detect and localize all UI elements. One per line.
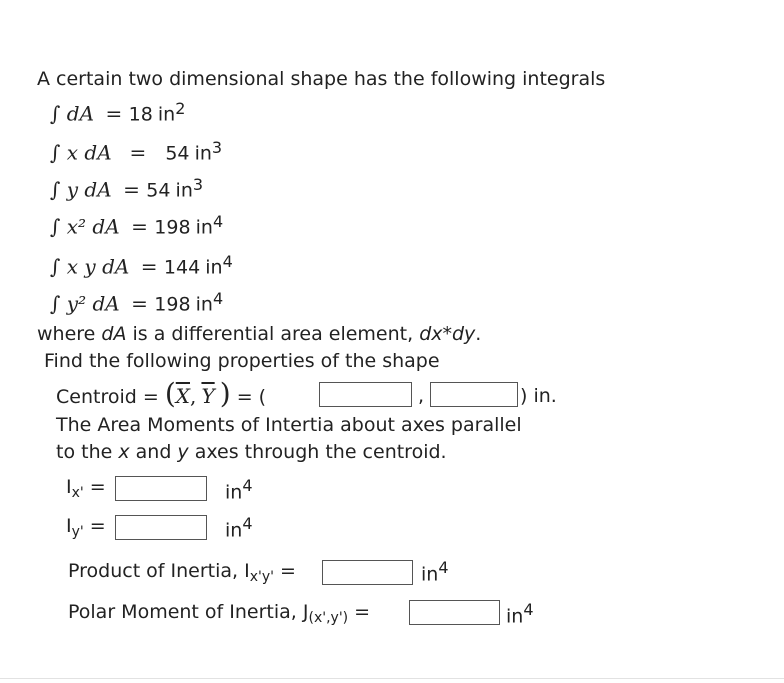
integral-dA: ∫ dA = 18 $in^2$: [50, 99, 186, 126]
integral-x2-dA-value: 198: [154, 216, 191, 239]
moments-text-line1: The Area Moments of Intertia about axes parallel: [56, 414, 522, 436]
ix-label: $I_{x'}$ =: [66, 476, 106, 501]
ix-input[interactable]: [115, 476, 207, 501]
iy-label: $I_{y'}$ =: [66, 515, 106, 540]
polar-input[interactable]: [409, 600, 500, 625]
integral-xy-dA-expr: ∫ x y dA: [50, 254, 130, 279]
integral-y-dA: ∫ y dA = 54 $in^3$: [50, 175, 204, 202]
integral-x2-dA: ∫ x² dA = 198 $in^4$: [50, 212, 224, 239]
polar-unit: $in^4$: [506, 600, 534, 628]
iy-input[interactable]: [115, 515, 207, 540]
integral-y2-dA-expr: ∫ y² dA: [50, 291, 120, 316]
centroid-row: Centroid = ($\overline{X}$, $\overline{Y}$ ) = (: [56, 377, 267, 410]
integral-x-dA: ∫ x dA = 54 $in^3$: [50, 138, 223, 165]
integral-x-dA-expr: ∫ x dA: [50, 140, 112, 165]
integral-xy-dA-value: 144: [163, 256, 201, 279]
integral-x2-dA-expr: ∫ x² dA: [50, 214, 120, 239]
integral-y-dA-expr: ∫ y dA: [50, 177, 112, 202]
centroid-y-input[interactable]: [430, 382, 518, 407]
polar-label: Polar Moment of Inertia, $J_{(x',y')}$ =: [68, 601, 371, 626]
integral-y2-dA-value: 198: [154, 293, 191, 316]
integral-xy-dA: ∫ x y dA = 144 $in^4$: [50, 252, 233, 279]
ix-unit: $in^4$: [225, 476, 253, 504]
where-statement: where dA is a differential area element, dx*dy.: [37, 323, 482, 345]
integral-y2-dA: ∫ y² dA = 198 $in^4$: [50, 289, 224, 316]
problem-intro: A certain two dimensional shape has the following integrals: [37, 68, 606, 90]
centroid-x-symbol: $\overline{X}$: [175, 384, 190, 408]
centroid-label: Centroid =: [56, 386, 165, 408]
centroid-unit: ) in.: [520, 385, 557, 407]
find-instruction: Find the following properties of the shape: [44, 350, 440, 372]
bottom-divider: [0, 678, 784, 679]
iy-unit: $in^4$: [225, 514, 253, 542]
integral-dA-value: 18: [128, 103, 153, 126]
integral-dA-expr: ∫ dA: [50, 101, 95, 126]
product-input[interactable]: [322, 560, 413, 585]
centroid-y-symbol: $\overline{Y}$: [201, 384, 215, 408]
integral-x-dA-value: 54: [165, 142, 190, 165]
product-label: Product of Inertia, $I_{x'y'}$ =: [68, 560, 296, 585]
integral-y-dA-value: 54: [146, 179, 171, 202]
centroid-x-input[interactable]: [319, 382, 412, 407]
moments-text-line2: to the x and y axes through the centroid.: [56, 441, 447, 463]
product-unit: $in^4$: [421, 558, 449, 586]
